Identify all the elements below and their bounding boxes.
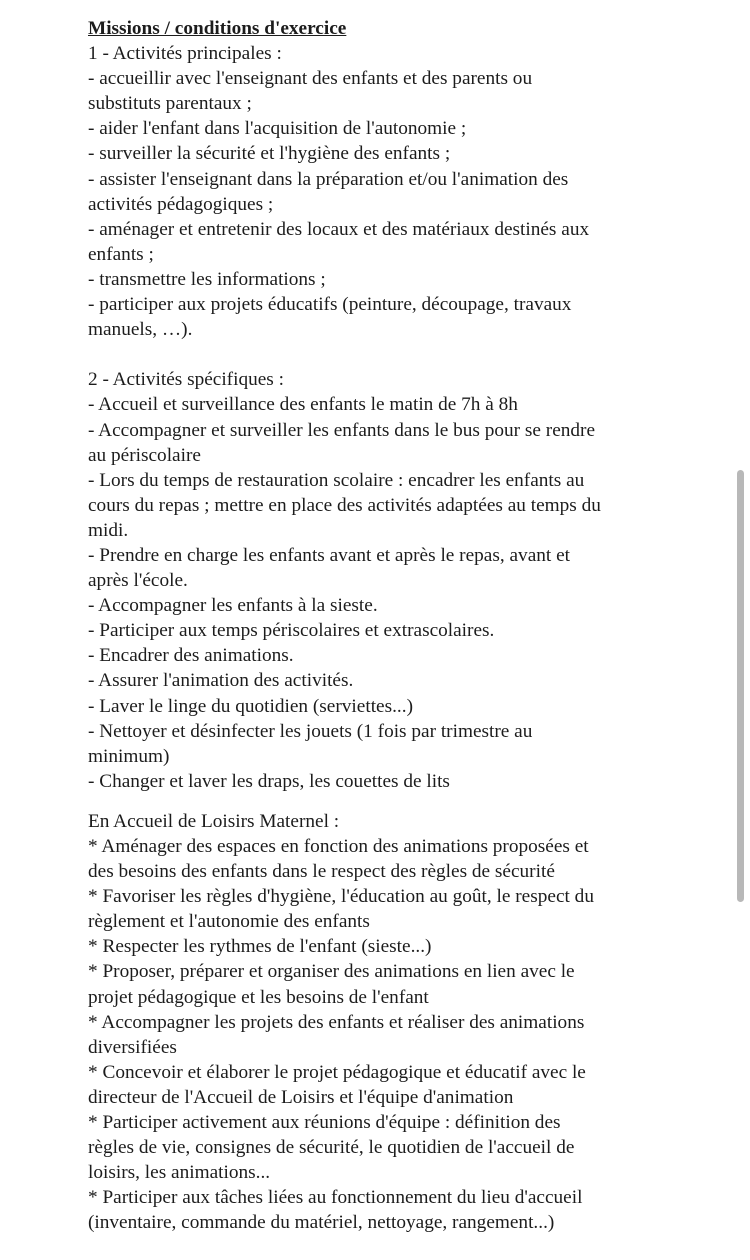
text-line: (inventaire, commande du matériel, nettoyage, rangement...) (88, 1212, 555, 1234)
paragraph-spacer (88, 794, 678, 809)
text-line: - Accompagner et surveiller les enfants dans le bus pour se rendre (88, 419, 596, 441)
section-leisure-center (88, 809, 678, 1236)
text-line: * Participer aux tâches liées au fonctionnement du lieu d'accueil (88, 1187, 583, 1209)
text-line: loisirs, les animations... (88, 1162, 271, 1184)
text-line: - assister l'enseignant dans la préparation et/ou l'animation des (88, 168, 569, 190)
text-line: * Participer activement aux réunions d'équipe : définition des (88, 1112, 561, 1134)
section-heading: 2 - Activités spécifiques : (88, 369, 284, 391)
text-line: - Accompagner les enfants à la sieste. (88, 595, 378, 617)
text-line: * Accompagner les projets des enfants et réaliser des animations (88, 1011, 585, 1033)
section-heading: 1 - Activités principales : (88, 43, 282, 65)
paragraph-spacer (88, 342, 678, 367)
text-line: - transmettre les informations ; (88, 268, 326, 290)
text-line: - aménager et entretenir des locaux et des matériaux destinés aux (88, 218, 590, 240)
text-line: - Lors du temps de restauration scolaire : encadrer les enfants au (88, 469, 585, 491)
text-line: - Accueil et surveillance des enfants le matin de 7h à 8h (88, 394, 518, 416)
text-line: - participer aux projets éducatifs (peinture, découpage, travaux (88, 294, 572, 316)
text-line: des besoins des enfants dans le respect des règles de sécurité (88, 861, 555, 883)
text-line: - Changer et laver les draps, les couettes de lits (88, 770, 450, 792)
text-line: règles de vie, consignes de sécurité, le quotidien de l'accueil de (88, 1137, 575, 1159)
text-line: - surveiller la sécurité et l'hygiène des enfants ; (88, 143, 451, 165)
text-line: après l'école. (88, 570, 188, 592)
text-line: au périscolaire (88, 444, 201, 466)
text-line: diversifiées (88, 1036, 177, 1058)
text-line: * Proposer, préparer et organiser des animations en lien avec le (88, 961, 575, 983)
text-line: activités pédagogiques ; (88, 193, 274, 215)
text-line: * Aménager des espaces en fonction des animations proposées et (88, 836, 589, 857)
text-line: - Encadrer des animations. (88, 645, 294, 667)
section-main-activities (88, 41, 678, 342)
text-line: manuels, …). (88, 319, 193, 341)
text-line: - accueillir avec l'enseignant des enfants et des parents ou (88, 68, 533, 90)
text-line: - Nettoyer et désinfecter les jouets (1 fois par trimestre au (88, 720, 533, 742)
text-line: projet pédagogique et les besoins de l'enfant (88, 986, 429, 1008)
text-line: substituts parentaux ; (88, 93, 252, 115)
text-line: * Respecter les rythmes de l'enfant (sieste...) (88, 936, 432, 958)
text-line: - Participer aux temps périscolaires et extrascolaires. (88, 620, 495, 642)
section-heading: En Accueil de Loisirs Maternel : (88, 810, 340, 832)
document-body (88, 16, 678, 1236)
text-line: cours du repas ; mettre en place des activités adaptées au temps du (88, 494, 601, 516)
text-line: règlement et l'autonomie des enfants (88, 911, 370, 933)
text-line: enfants ; (88, 243, 154, 265)
text-line: minimum) (88, 745, 170, 767)
text-line: - Laver le linge du quotidien (serviettes...) (88, 695, 413, 717)
section-specific-activities (88, 367, 678, 794)
text-line: midi. (88, 519, 129, 541)
text-line: directeur de l'Accueil de Loisirs et l'équipe d'animation (88, 1086, 514, 1108)
text-line: - Prendre en charge les enfants avant et après le repas, avant et (88, 544, 570, 566)
text-line: * Favoriser les règles d'hygiène, l'éducation au goût, le respect du (88, 886, 594, 908)
scrollbar-thumb[interactable] (737, 470, 744, 902)
text-line: - aider l'enfant dans l'acquisition de l'autonomie ; (88, 118, 467, 140)
document-title: Missions / conditions d'exercice (88, 18, 347, 39)
text-line: * Concevoir et élaborer le projet pédagogique et éducatif avec le (88, 1061, 586, 1083)
text-line: - Assurer l'animation des activités. (88, 670, 354, 692)
